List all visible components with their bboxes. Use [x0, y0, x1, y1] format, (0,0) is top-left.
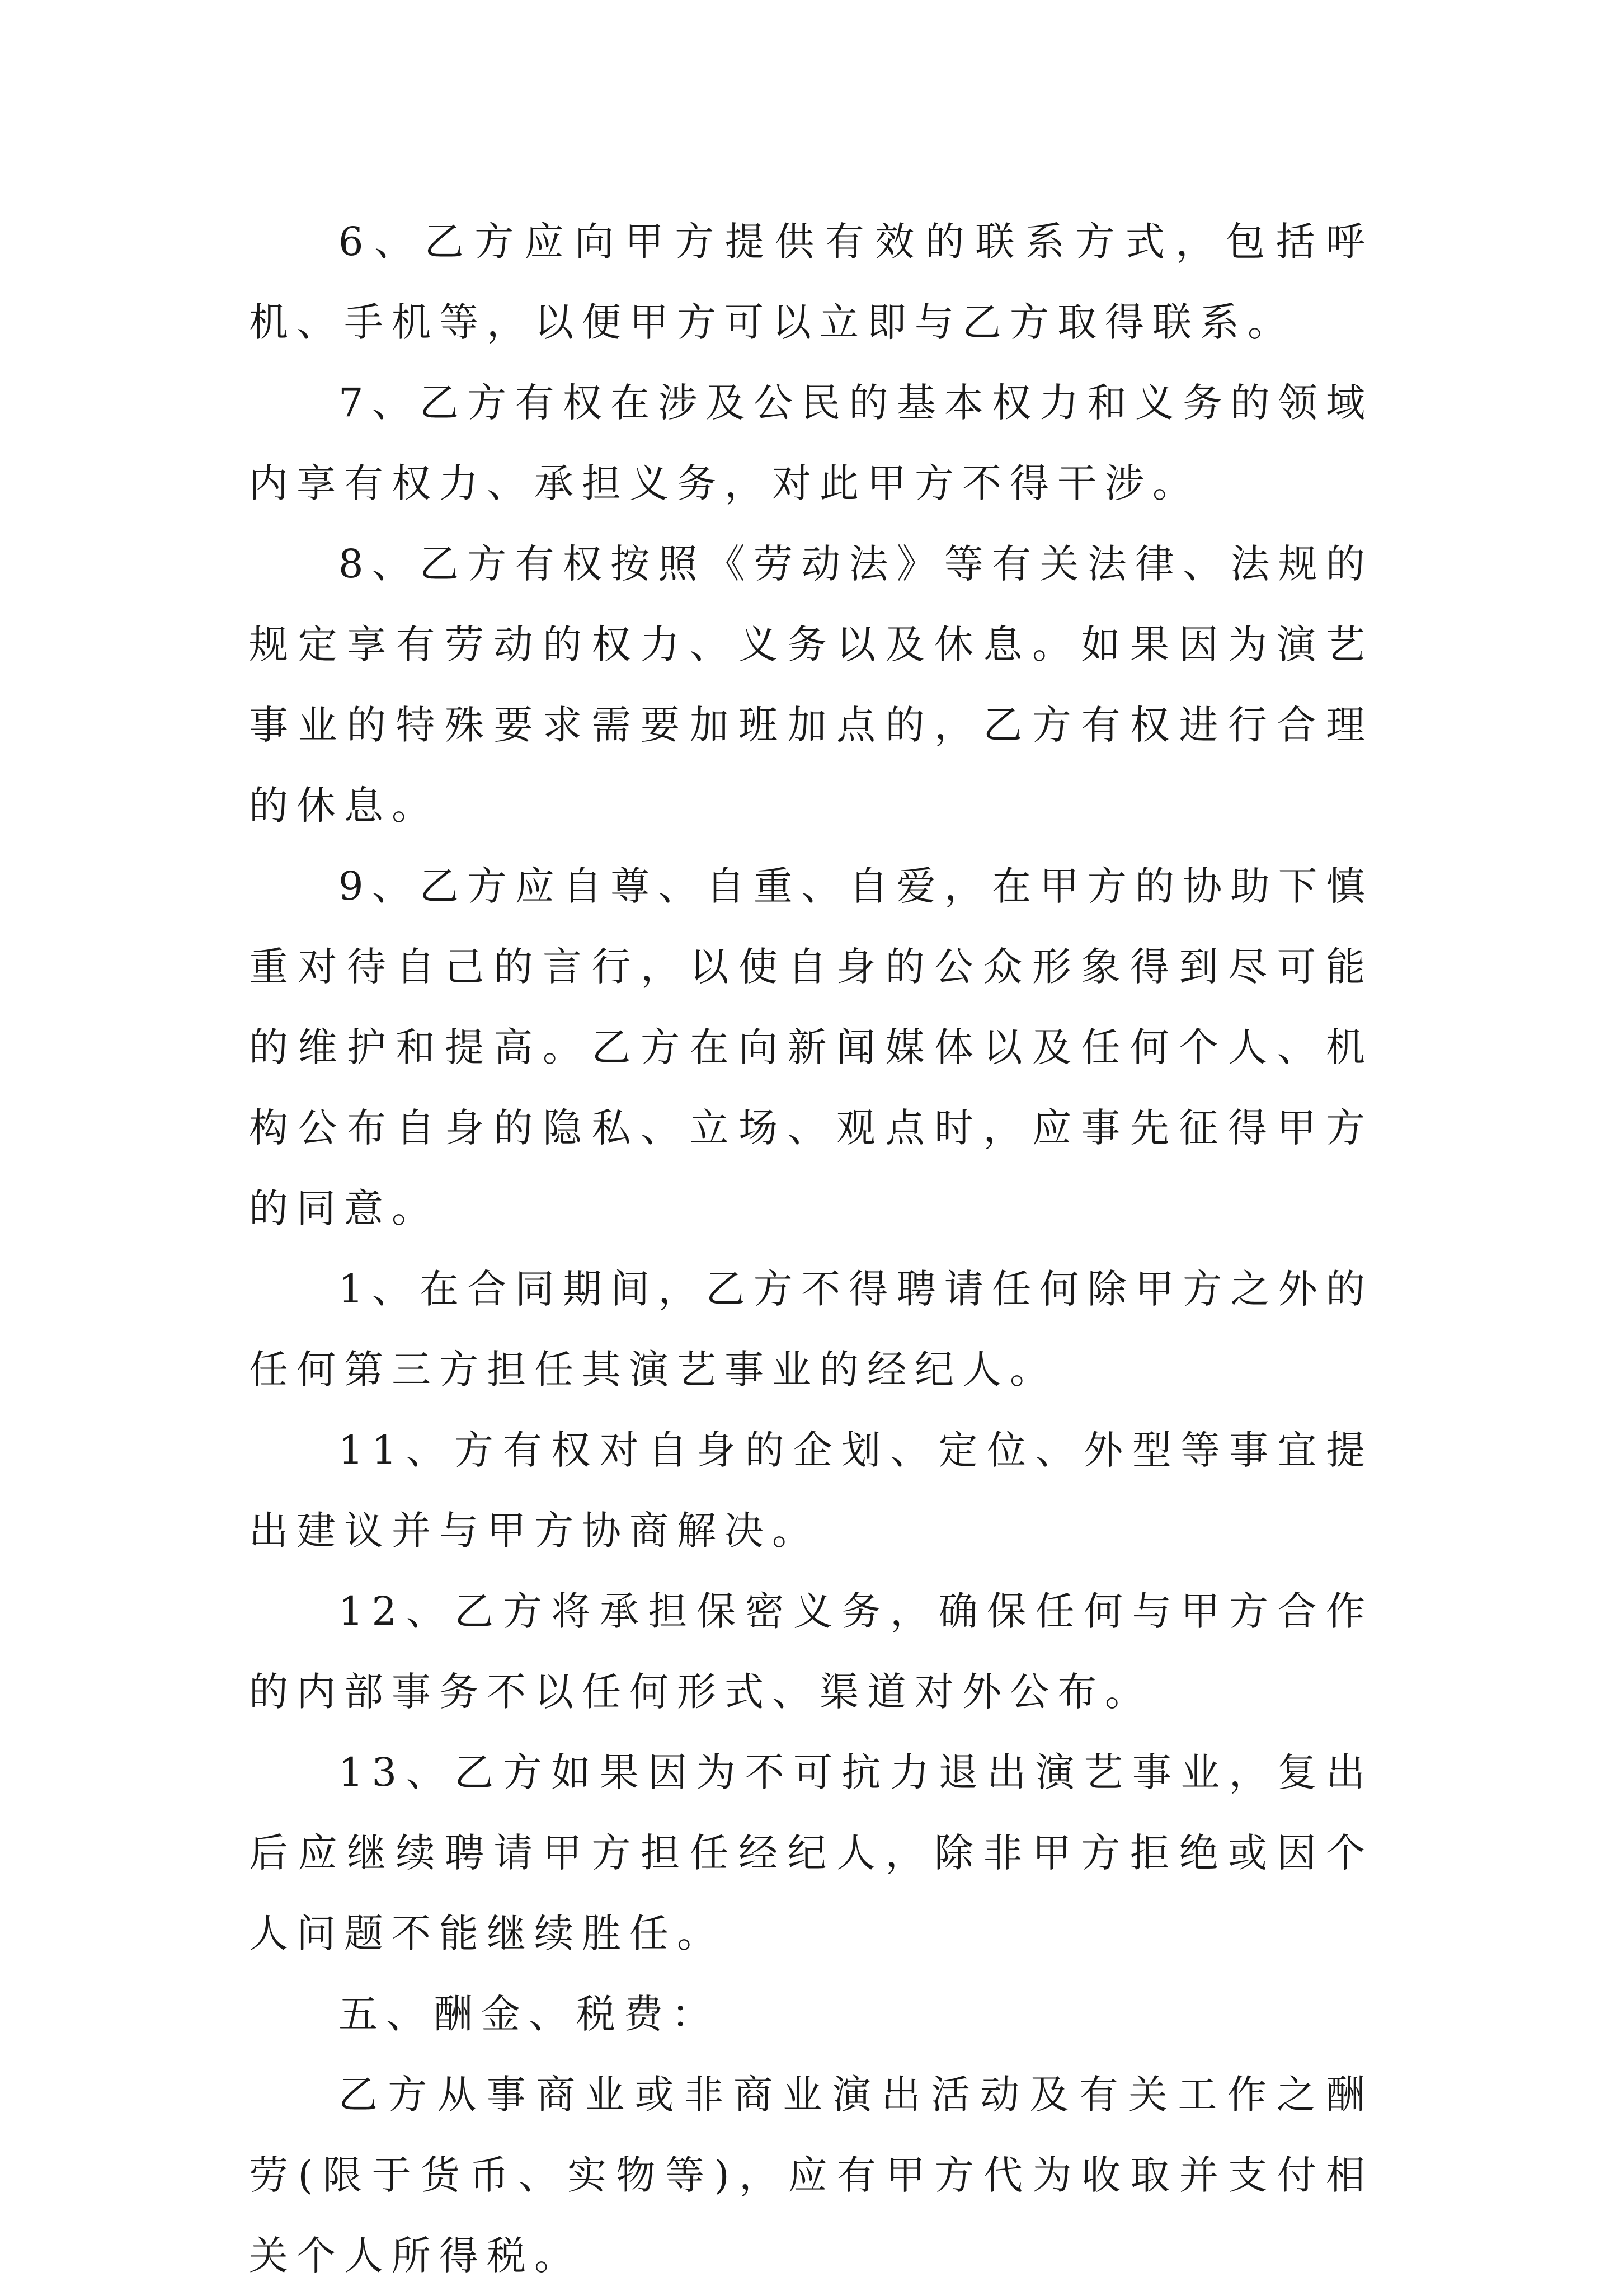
paragraph-clause-13: 13、乙方如果因为不可抗力退出演艺事业，复出后应继续聘请甲方担任经纪人，除非甲方拒绝或因个人问题不能继续胜任。 [249, 1749, 1373, 1956]
section-heading-remuneration: 五、酬金、税费： [338, 1991, 719, 2037]
paragraph-clause-9: 9、乙方应自尊、自重、自爱，在甲方的协助下慎重对待自己的言行，以使自身的公众形象得到尽可能的维护和提高。乙方在向新闻媒体以及任何个人、机构公布自身的隐私、立场、观点时，应事先征得甲方的同意。 [249, 863, 1373, 1231]
paragraph-clause-7: 7、乙方有权在涉及公民的基本权力和义务的领域内享有权力、承担义务，对此甲方不得干涉。 [249, 380, 1373, 506]
paragraph-clause-12: 12、乙方将承担保密义务，确保任何与甲方合作的内部事务不以任何形式、渠道对外公布。 [249, 1588, 1373, 1715]
paragraph-remuneration: 乙方从事商业或非商业演出活动及有关工作之酬劳(限于货币、实物等)，应有甲方代为收取并支付相关个人所得税。 [249, 2072, 1373, 2279]
document-body [249, 201, 1373, 2296]
paragraph-clause-11: 11、方有权对自身的企划、定位、外型等事宜提出建议并与甲方协商解决。 [249, 1427, 1373, 1554]
paragraph-clause-1: 1、在合同期间，乙方不得聘请任何除甲方之外的任何第三方担任其演艺事业的经纪人。 [249, 1266, 1373, 1392]
paragraph-clause-6: 6、乙方应向甲方提供有效的联系方式，包括呼机、手机等，以便甲方可以立即与乙方取得联系。 [249, 219, 1373, 345]
paragraph-clause-8: 8、乙方有权按照《劳动法》等有关法律、法规的规定享有劳动的权力、义务以及休息。如果因为演艺事业的特殊要求需要加班加点的，乙方有权进行合理的休息。 [249, 541, 1373, 829]
